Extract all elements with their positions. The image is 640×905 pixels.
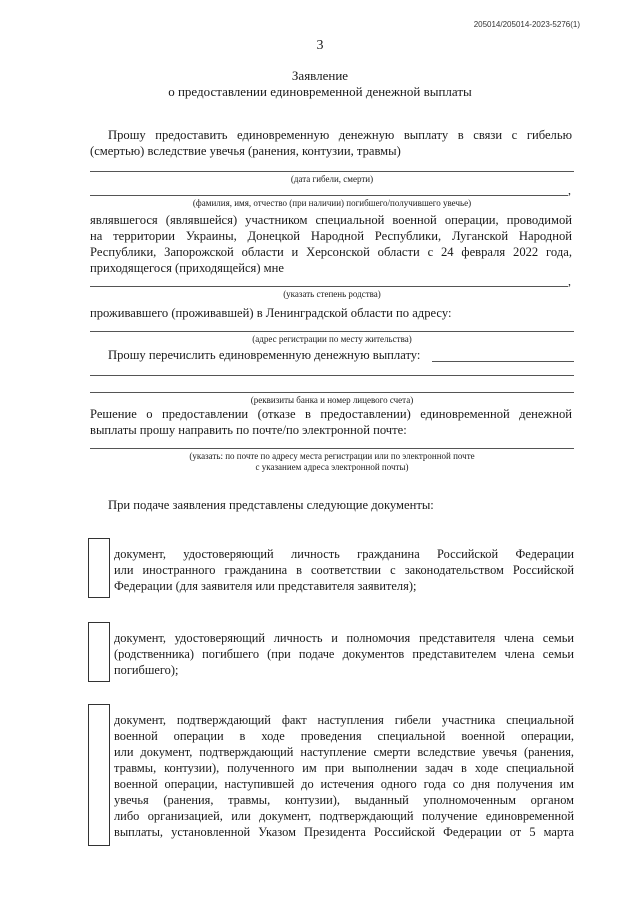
page-number: 3 [316, 38, 324, 53]
fio-caption: (фамилия, имя, отчество (при наличии) погибшего/получившего увечье) [192, 198, 472, 208]
document-3-line-3: или документ, подтверждающий наступление смерти вследствие увечья (ранения, [114, 745, 574, 759]
participant-line-3: Республики, Запорожской области и Херсонской области с 24 февраля 2022 года, [90, 245, 572, 259]
address-caption: (адрес регистрации по месту жительства) [252, 334, 412, 344]
document-3-checkbox[interactable] [88, 704, 110, 846]
document-3-line-6: увечья (ранения, травмы, контузии), выданный уполномоченным органом [114, 793, 574, 807]
bank-field-line-1[interactable] [432, 361, 574, 362]
document-2-checkbox[interactable] [88, 622, 110, 682]
kinship-comma: , [568, 274, 571, 288]
document-1-line-2: или иностранного гражданина в соответствии с законодательством Российской [114, 563, 574, 577]
intro-line-2: (смертью) вследствие увечья (ранения, контузии, травмы) [90, 144, 401, 158]
document-2-line-1: документ, удостоверяющий личность и полномочия представителя члена семьи [114, 631, 574, 645]
participant-line-4: приходящегося (приходящейся) мне [90, 261, 284, 275]
address-field[interactable] [90, 331, 574, 332]
bank-caption: (реквизиты банка и номер лицевого счета) [250, 395, 414, 405]
kinship-field[interactable] [90, 286, 568, 287]
intro-line-1: Прошу предоставить единовременную денежную выплату в связи с гибелью [108, 128, 572, 142]
kinship-caption: (указать степень родства) [283, 289, 381, 299]
transfer-text: Прошу перечислить единовременную денежную выплату: [108, 348, 421, 362]
participant-line-2: на территории Украины, Донецкой Народной Республики, Луганской Народной [90, 229, 572, 243]
bank-field-line-2[interactable] [90, 375, 574, 376]
document-1-line-3: Федерации (для заявителя или представителя заявителя); [114, 579, 417, 593]
document-2-line-2: (родственника) погибшего (при подаче документов представителем члена семьи [114, 647, 574, 661]
decision-line-2: выплаты прошу направить по почте/по электронной почте: [90, 423, 407, 437]
document-title: Заявление [291, 68, 349, 83]
delivery-caption-2: с указанием адреса электронной почты) [255, 462, 409, 472]
fio-comma: , [568, 183, 571, 197]
document-3-line-5: военной операции, наступившей до истечения одного года со дня получения им [114, 777, 574, 791]
document-3-line-7: либо организацией, или документ, подтверждающий получение единовременной [114, 809, 574, 823]
delivery-caption-1: (указать: по почте по адресу места регистрации или по электронной почте [189, 451, 475, 461]
document-2-line-3: погибшего); [114, 663, 179, 677]
document-1-checkbox[interactable] [88, 538, 110, 598]
document-3-line-2: военной операции в ходе проведения специальной военной операции, [114, 729, 574, 743]
residence-text: проживавшего (проживавшей) в Ленинградской области по адресу: [90, 306, 452, 320]
participant-line-1: являвшегося (являвшейся) участником специальной военной операции, проводимой [90, 213, 572, 227]
document-subtitle: о предоставлении единовременной денежной выплаты [168, 84, 472, 99]
death-date-field[interactable] [90, 171, 574, 172]
decision-line-1: Решение о предоставлении (отказе в предоставлении) единовременной денежной [90, 407, 572, 421]
bank-field-line-3[interactable] [90, 392, 574, 393]
document-1-line-1: документ, удостоверяющий личность гражданина Российской Федерации [114, 547, 574, 561]
document-3-line-1: документ, подтверждающий факт наступления гибели участника специальной [114, 713, 574, 727]
death-date-caption: (дата гибели, смерти) [290, 174, 374, 184]
documents-heading: При подаче заявления представлены следующие документы: [108, 498, 434, 512]
document-3-line-4: травмы, контузии), полученного им при выполнении задач в ходе специальной [114, 761, 574, 775]
document-3-line-8: выплаты, установленной Указом Президента Российской Федерации от 5 марта [114, 825, 574, 839]
delivery-field[interactable] [90, 448, 574, 449]
document-number: 205014/205014-2023-5276(1) [473, 20, 580, 29]
fio-field[interactable] [90, 195, 568, 196]
